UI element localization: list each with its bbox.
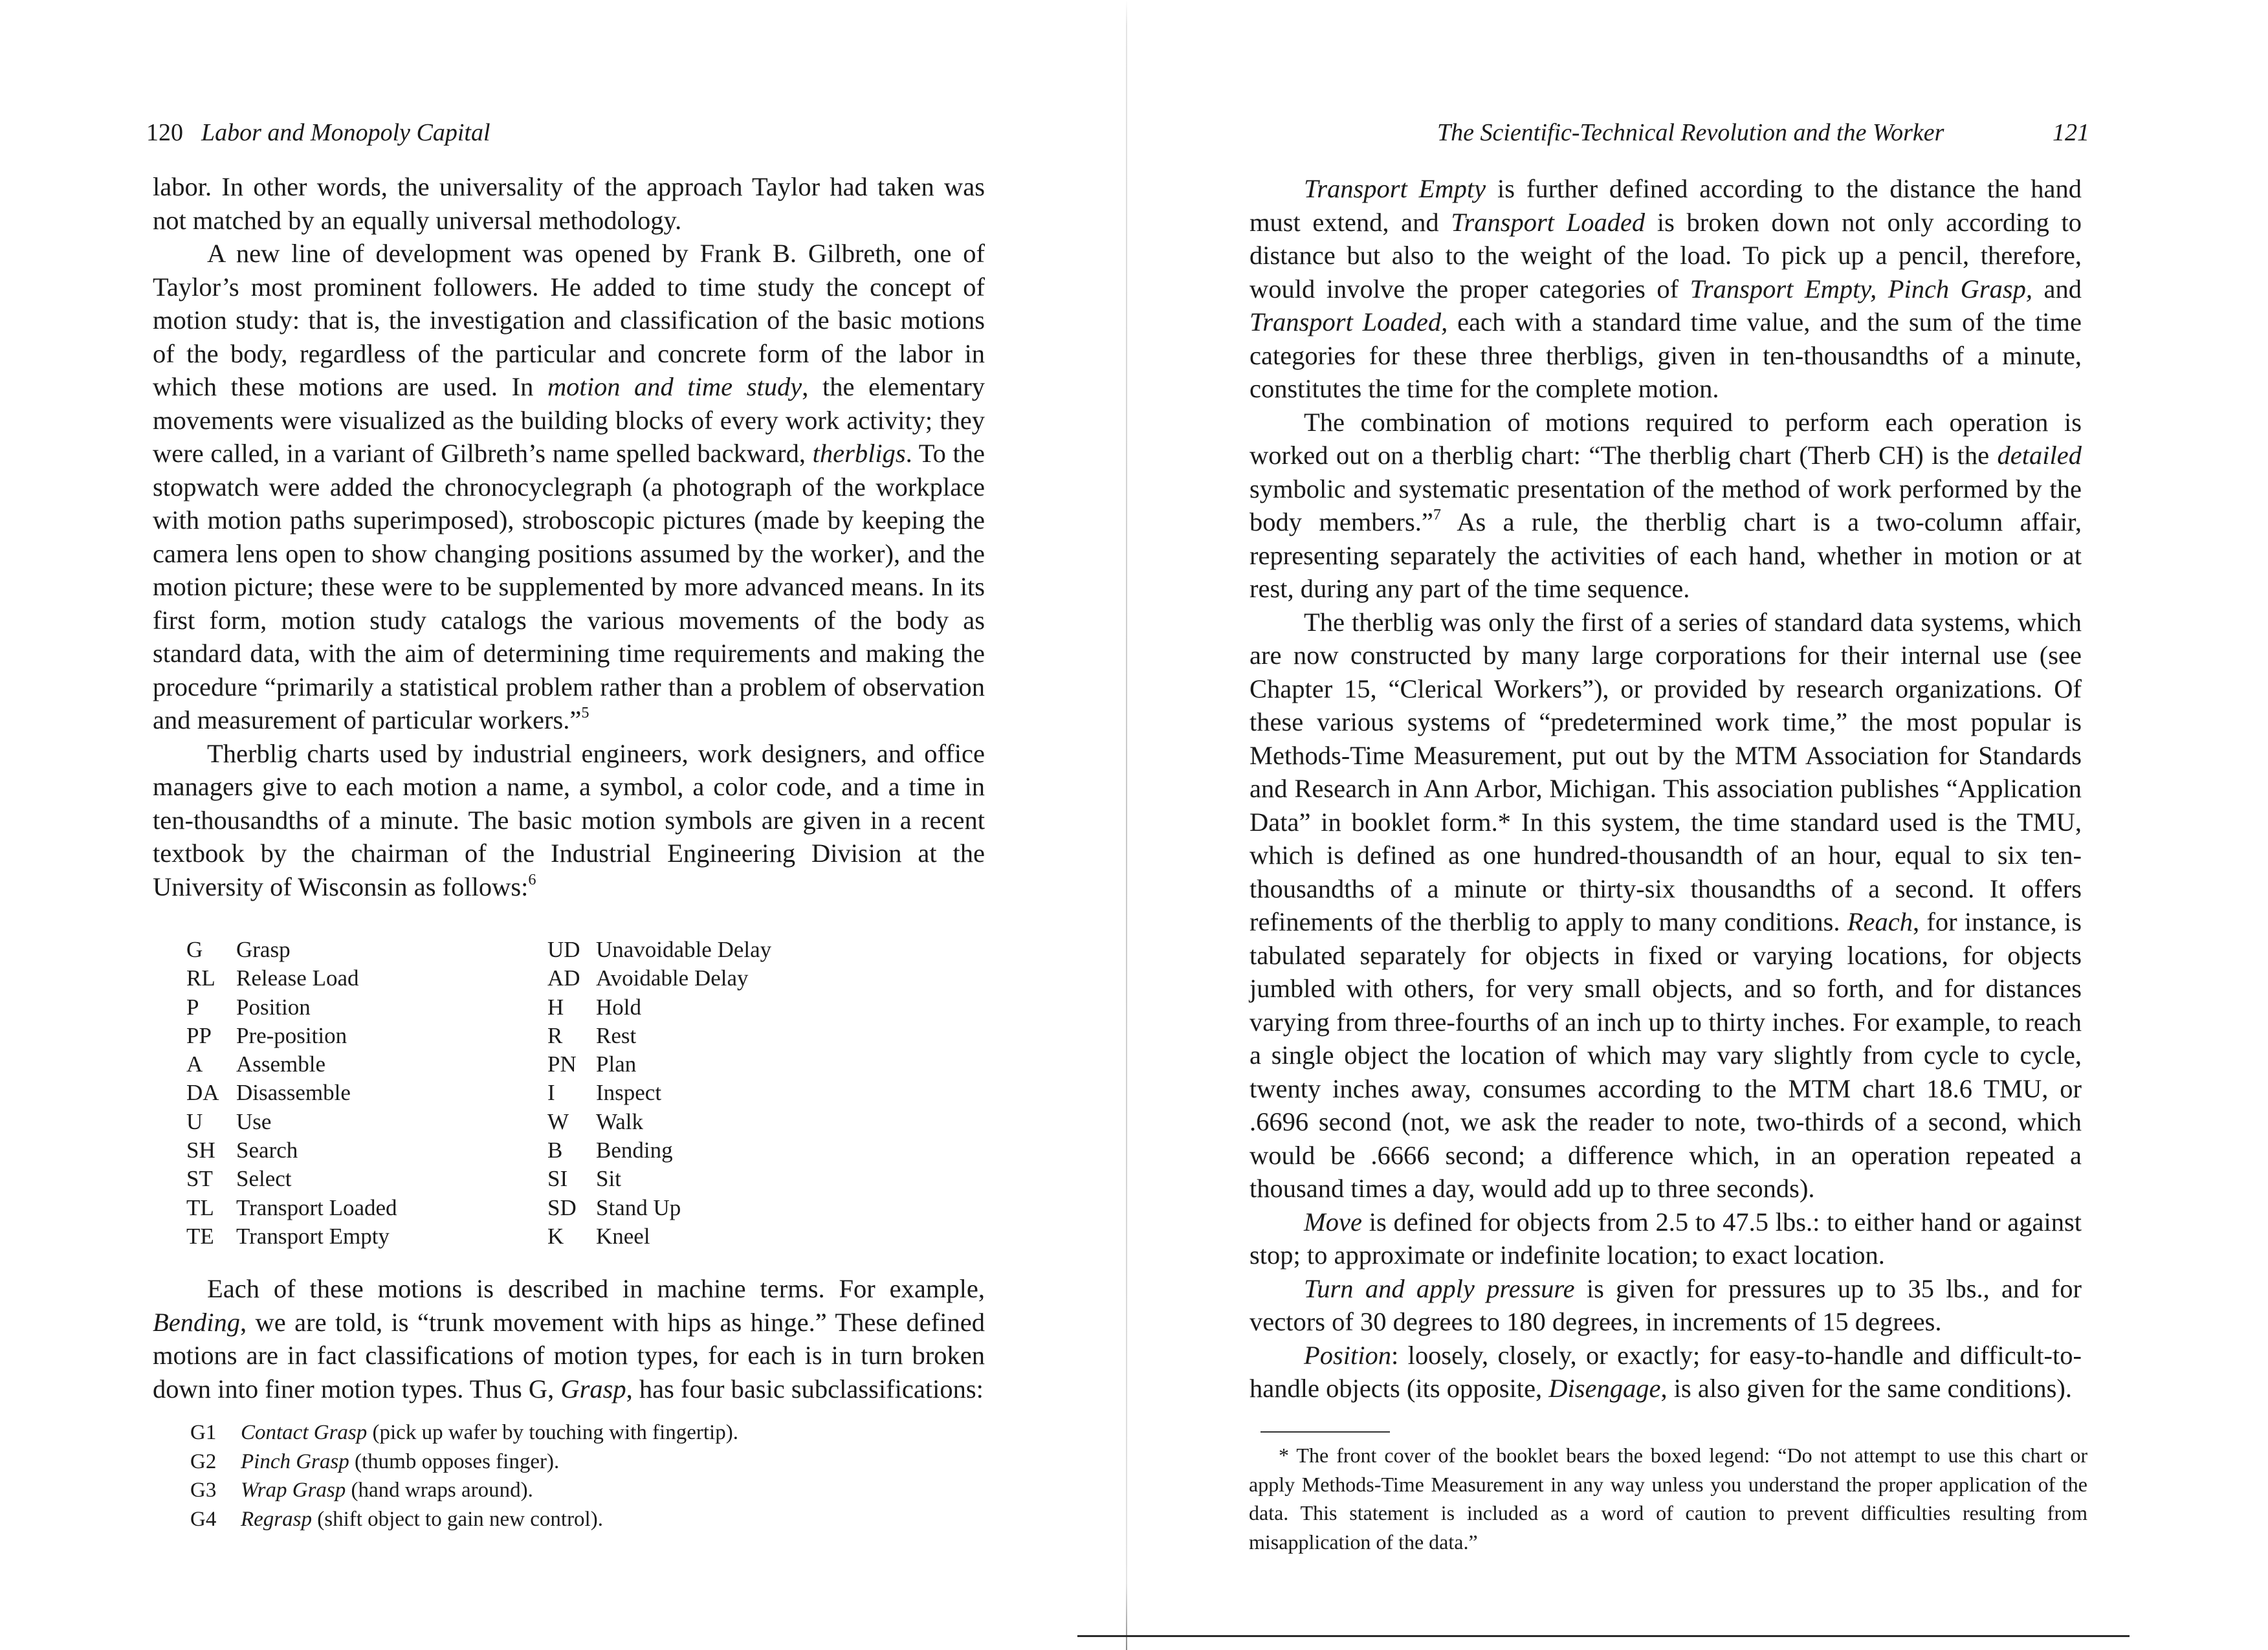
left-body-text-lower <box>153 1272 985 1405</box>
right-running-title: The Scientific-Technical Revolution and the Worker <box>1437 119 1944 146</box>
motion-symbol-row <box>547 1022 771 1050</box>
motion-symbol-code: ST <box>186 1166 213 1192</box>
motion-symbol-code: RL <box>186 965 215 991</box>
motion-symbol-name: Release Load <box>236 965 359 991</box>
paragraph: Each of these motions is described in machine terms. For example, Bending, we are told, is “trunk movement with hips as hinge.” These defined motions are in fact classifications of motion types, for each is in turn broken down into finer motion types. Thus G, Grasp, has four basic subclassifications: <box>153 1274 985 1403</box>
grasp-name: Regrasp <box>241 1507 312 1531</box>
motion-symbol-row <box>547 936 771 964</box>
motion-symbol-row <box>547 1136 771 1165</box>
motion-symbol-row <box>547 1165 771 1193</box>
grasp-description: (pick up wafer by touching with fingertip). <box>367 1421 738 1444</box>
grasp-description: (hand wraps around). <box>346 1479 533 1502</box>
motion-symbol-code: PP <box>186 1022 212 1048</box>
motion-symbol-row <box>547 1222 771 1251</box>
right-running-head <box>1437 116 1944 149</box>
motion-symbol-row <box>186 964 397 993</box>
motion-symbol-row <box>186 1022 397 1050</box>
motion-symbol-code: B <box>547 1138 563 1163</box>
footnote-ref: 6 <box>528 870 536 888</box>
motion-symbol-name: Transport Empty <box>236 1223 390 1249</box>
paragraph: The therblig was only the first of a series of standard data systems, which are now constructed by many large corporations for their internal use (see Chapter 15, “Clerical Workers”), or provided by research organizations. Of these various systems of “predetermined work time,” the most popular is Methods-Time Measurement, put out by the MTM Association for Standards and Research in Ann Arbor, Michigan. This association publishes “Application Data” in booklet form.* In this system, the time standard used is the TMU, which is defined as one hundred-thousandth of an hour, equal to six ten-thousandths of a minute or thirty-six thousandths of a second. It offers refinements of the therblig to apply to many conditions. Reach, for instance, is tabulated separately for objects in fixed or varying locations, for objects jumbled with others, for very small objects, and so forth, and for distances varying from three-fourths of an inch up to thirty inches. For example, to reach a single object the location of which may vary slightly from cycle to cycle, twenty inches away, consumes according to the MTM chart 18.6 TMU, or .6696 second (not, we ask the reader to note, two-thirds of a second, which would be .6666 second; a difference which, in an operation repeated a thousand times a day, would add up to three seconds). <box>1250 607 2082 1203</box>
motion-symbol-code: G <box>186 937 203 962</box>
grasp-subclass-row <box>190 1505 738 1534</box>
grasp-subclassification-list <box>190 1418 738 1534</box>
motion-symbol-name: Search <box>236 1138 298 1163</box>
motion-symbol-row <box>547 993 771 1022</box>
grasp-description: (thumb opposes finger). <box>349 1449 560 1473</box>
motion-symbol-name: Disassemble <box>236 1080 351 1106</box>
motion-symbol-name: Hold <box>596 994 641 1020</box>
right-page <box>1129 0 2268 1650</box>
footnote-text: * The front cover of the booklet bears the boxed legend: “Do not attempt to use this chart or apply Methods-Time Measurement in any way unless you understand the proper application of the data. This statement is included as a word of caution to prevent difficulties resulting from misapplication of the data.” <box>1249 1444 2087 1554</box>
motion-symbol-row <box>186 1050 397 1079</box>
motion-symbol-code: A <box>186 1051 203 1077</box>
motion-symbol-name: Kneel <box>596 1223 650 1249</box>
motion-symbol-row <box>186 993 397 1022</box>
motion-symbol-code: I <box>547 1080 555 1106</box>
paragraph: The combination of motions required to perform each operation is worked out on a therblig chart: “The therblig chart (Therb CH) is the detailed symbolic and systematic presentation of the method of work performed by the body members.”$^7$ As a rule, the therblig chart is a two-column affair, representing separately the activities of each hand, whether in motion or at rest, during any part of the time sequence. <box>1250 407 2082 603</box>
motion-symbols-column-1 <box>186 936 397 1251</box>
grasp-subclass-row <box>190 1418 738 1447</box>
motion-symbol-code: AD <box>547 965 580 991</box>
left-running-head <box>146 116 490 149</box>
motion-symbol-code: SH <box>186 1138 215 1163</box>
footnote-ref: 5 <box>581 704 589 721</box>
left-page-number: 120 <box>146 119 183 146</box>
left-body-text <box>153 170 985 903</box>
motion-symbol-name: Inspect <box>596 1080 662 1106</box>
motion-symbol-row <box>186 1222 397 1251</box>
left-running-title: Labor and Monopoly Capital <box>201 119 490 146</box>
paragraph: labor. In other words, the universality of the approach Taylor had taken was not matched by an equally universal methodology. <box>153 172 985 235</box>
paragraph: Turn and apply pressure is given for pressures up to 35 lbs., and for vectors of 30 degrees to 180 degrees, in increments of 15 degrees. <box>1250 1273 2082 1336</box>
motion-symbol-code: P <box>186 994 199 1020</box>
motion-symbol-code: DA <box>186 1080 219 1106</box>
motion-symbol-row <box>547 964 771 993</box>
paragraph: Transport Empty is further defined according to the distance the hand must extend, and Transport Loaded is broken down not only according to distance but also to the weight of the load. To pick up a pencil, therefore, would involve the proper categories of Transport Empty, Pinch Grasp, and Transport Loaded, each with a standard time value, and the sum of the time categories for these three therbligs, given in ten-thousandths of a minute, constitutes the time for the complete motion. <box>1250 174 2082 403</box>
motion-symbol-name: Stand Up <box>596 1194 681 1220</box>
grasp-name: Contact Grasp <box>241 1421 368 1444</box>
motion-symbol-name: Avoidable Delay <box>596 965 749 991</box>
paragraph: A new line of development was opened by Frank B. Gilbreth, one of Taylor’s most prominent followers. He added to time study the concept of motion study: that is, the investigation and classification of the basic motions of the body, regardless of the particular and concrete form of the labor in which these motions are used. In motion and time study, the elementary movements were visualized as the building blocks of every work activity; they were called, in a variant of Gilbreth’s name spelled backward, therbligs. To the stopwatch were added the chronocyclegraph (a photograph of the workplace with motion paths superimposed), stroboscopic pictures (made by keeping the camera lens open to show changing positions assumed by the worker), and the motion picture; these were to be supplemented by more advanced means. In its first form, motion study catalogs the various movements of the body as standard data, with the aim of determining time requirements and making the procedure “primarily a statistical problem rather than a problem of observation and measurement of particular workers.”$^5$ <box>153 239 985 734</box>
right-body-text <box>1250 172 2082 1405</box>
grasp-name: Pinch Grasp <box>241 1449 349 1473</box>
motion-symbol-row <box>186 1108 397 1136</box>
motion-symbol-name: Unavoidable Delay <box>596 937 772 962</box>
motion-symbols-column-2 <box>547 936 771 1251</box>
grasp-subclass-row <box>190 1476 738 1505</box>
grasp-code: G4 <box>190 1507 217 1531</box>
motion-symbol-name: Transport Loaded <box>236 1194 397 1220</box>
motion-symbol-name: Position <box>236 994 311 1020</box>
motion-symbol-code: TL <box>186 1194 214 1220</box>
motion-symbol-row <box>186 1165 397 1193</box>
motion-symbol-name: Sit <box>596 1166 621 1192</box>
motion-symbol-code: K <box>547 1223 564 1249</box>
right-page-number: 121 <box>2053 119 2089 146</box>
paragraph: Position: loosely, closely, or exactly; for easy-to-handle and difficult-to-handle objects (its opposite, Disengage, is also given for the same conditions). <box>1250 1340 2082 1403</box>
motion-symbol-name: Assemble <box>236 1051 326 1077</box>
grasp-code: G1 <box>190 1421 217 1444</box>
motion-symbol-code: PN <box>547 1051 577 1077</box>
motion-symbol-name: Walk <box>596 1108 643 1134</box>
motion-symbol-name: Pre-position <box>236 1022 347 1048</box>
motion-symbol-name: Use <box>236 1108 272 1134</box>
motion-symbol-code: UD <box>547 937 580 962</box>
paragraph: Move is defined for objects from 2.5 to 47.5 lbs.: to either hand or against stop; to approximate or indefinite location; to exact location. <box>1250 1207 2082 1270</box>
motion-symbol-code: SD <box>547 1194 577 1220</box>
motion-symbol-name: Grasp <box>236 937 291 962</box>
motion-symbol-name: Bending <box>596 1138 673 1163</box>
motion-symbol-code: SI <box>547 1166 568 1192</box>
motion-symbol-code: R <box>547 1022 563 1048</box>
motion-symbol-row <box>547 1108 771 1136</box>
motion-symbol-name: Rest <box>596 1022 637 1048</box>
grasp-description: (shift object to gain new control). <box>312 1507 603 1531</box>
grasp-code: G3 <box>190 1479 217 1502</box>
grasp-subclass-row <box>190 1447 738 1477</box>
paragraph: Therblig charts used by industrial engineers, work designers, and office managers give to each motion a name, a symbol, a color code, and a time in ten-thousandths of a minute. The basic motion symbols are given in a recent textbook by the chairman of the Industrial Engineering Division at the University of Wisconsin as follows:$^6$ <box>153 738 985 901</box>
motion-symbol-row <box>547 1079 771 1107</box>
motion-symbol-row <box>186 936 397 964</box>
left-page <box>0 0 1129 1650</box>
motion-symbol-code: H <box>547 994 564 1020</box>
footnote-rule <box>1261 1431 1390 1433</box>
motion-symbol-row <box>186 1136 397 1165</box>
motion-symbol-code: TE <box>186 1223 214 1249</box>
motion-symbol-row <box>547 1050 771 1079</box>
motion-symbol-code: U <box>186 1108 203 1134</box>
footnote <box>1249 1441 2087 1556</box>
motion-symbol-name: Plan <box>596 1051 637 1077</box>
motion-symbol-row <box>186 1079 397 1107</box>
motion-symbol-code: W <box>547 1108 569 1134</box>
motion-symbol-row <box>547 1194 771 1222</box>
footnote-ref: 7 <box>1433 506 1442 523</box>
grasp-code: G2 <box>190 1449 217 1473</box>
grasp-name: Wrap Grasp <box>241 1479 346 1502</box>
motion-symbol-row <box>186 1194 397 1222</box>
motion-symbol-name: Select <box>236 1166 292 1192</box>
